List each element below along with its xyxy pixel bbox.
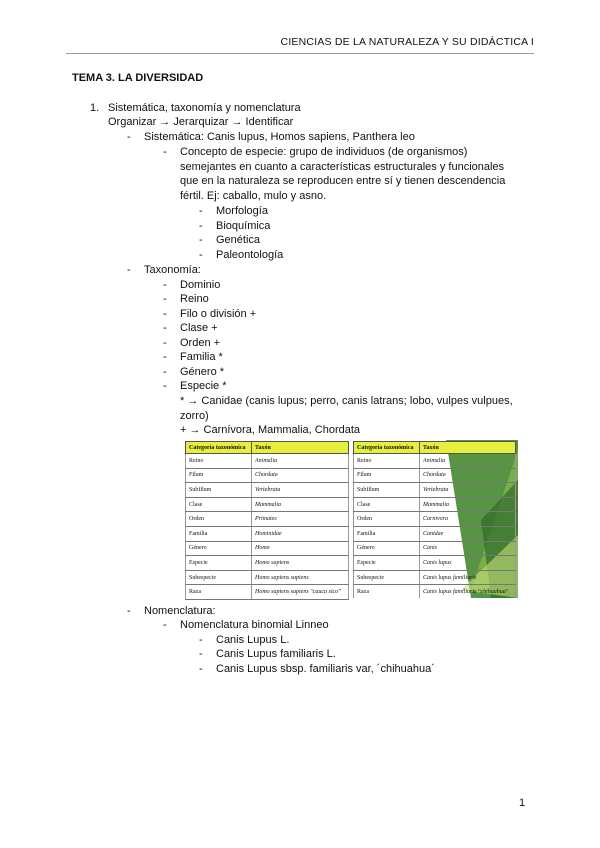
nomenclatura-label: Nomenclatura: [144,605,216,617]
table-row [186,454,349,469]
table-row [354,585,516,598]
table-row [186,497,349,512]
taxon-cell: Animalia [420,454,516,469]
category-cell: Subfilum [354,483,420,498]
category-cell: Especie [186,556,252,571]
nomenclatura-sub: Nomenclatura binomial Linneo [180,619,329,631]
taxon-cell: Homo sapiens [252,556,349,571]
table-row [354,556,516,571]
bullet-dash: - [127,131,131,143]
taxon-cell: Mammalia [420,497,516,512]
rank-item: Especie * [180,380,227,392]
category-cell: Subespecie [186,570,252,585]
taxon-cell: Hominidae [252,526,349,541]
category-cell: Orden [354,512,420,527]
category-cell: Subfilum [186,483,252,498]
category-cell: Reino [354,454,420,469]
taxon-cell: Mammalia [252,497,349,512]
category-cell: Reino [186,454,252,469]
bullet-dash: - [199,205,203,217]
table-row [354,497,516,512]
bullet-dash: - [127,264,131,276]
rank-item: Orden + [180,337,221,349]
category-cell: Subespecie [354,570,420,585]
rank-item: Género * [180,366,225,378]
bullet-dash: - [163,308,167,320]
table-right-wrapper [351,440,518,598]
taxon-cell: Canis lupus familiaris [420,570,516,585]
table-header: Taxón [252,442,349,454]
bullet-dash: - [127,605,131,617]
taxon-cell: Chordata [252,468,349,483]
section-number: 1. [90,102,100,114]
table-row [186,585,349,600]
note-star: * → Canidae (canis lupus; perro, canis latrans; lobo, vulpes vulpues, zorro) [180,395,513,422]
criterio-item: Morfología [216,205,268,217]
bullet-dash: - [199,648,203,660]
category-cell: Clase [186,497,252,512]
rank-item: Filo o división + [180,308,257,320]
taxon-cell: Homo sapiens sapiens "cauca sico" [252,585,349,600]
rank-item: Reino [180,293,209,305]
rank-item: Familia * [180,351,223,363]
nomenclature-example: Canis Lupus sbsp. familiaris var, ´chihuahua´ [216,663,435,675]
table-row [186,570,349,585]
concepto-especie: Concepto de especie: grupo de individuos (de organismos) semejantes en cuanto a características estructurales y funcionales que en la naturaleza se reproducen entre sí y tienen descendencia fértil. Ej: caballo, mulo y asno. [180,146,506,202]
table-row [354,454,516,469]
bullet-dash: - [199,663,203,675]
taxonomy-table-dog [353,441,516,598]
table-header: Taxón [420,442,516,454]
table-row [354,526,516,541]
criterio-item: Paleontología [216,249,284,261]
table-row [186,541,349,556]
category-cell: Orden [186,512,252,527]
table-row [186,526,349,541]
bullet-dash: - [199,634,203,646]
rank-item: Dominio [180,279,221,291]
table-header: Categoría taxonómica [186,442,252,454]
taxon-cell: Vertebrata [420,483,516,498]
taxon-cell: Chordata [420,468,516,483]
section-heading: Sistemática, taxonomía y nomenclatura [108,102,301,114]
table-row [354,468,516,483]
taxonomia-label: Taxonomía: [144,264,201,276]
category-cell: Clase [354,497,420,512]
taxon-cell: Carnivora [420,512,516,527]
page-number: 1 [519,797,526,809]
table-row [354,570,516,585]
taxon-cell: Homo [252,541,349,556]
criterio-item: Bioquímica [216,220,271,232]
bullet-dash: - [199,249,203,261]
rank-item: Clase + [180,322,218,334]
bullet-dash: - [163,322,167,334]
bullet-dash: - [163,293,167,305]
taxon-cell: Canidae [420,526,516,541]
table-row [186,512,349,527]
category-cell: Filum [354,468,420,483]
category-cell: Familia [354,526,420,541]
taxon-cell: Animalia [252,454,349,469]
taxon-cell: Vertebrata [252,483,349,498]
category-cell: Género [186,541,252,556]
taxon-cell: Canis lupus [420,556,516,571]
category-cell: Raza [186,585,252,600]
bullet-dash: - [163,279,167,291]
bullet-dash: - [163,337,167,349]
table-row [354,512,516,527]
bullet-dash: - [163,146,167,158]
table-row [354,541,516,556]
table-row [186,468,349,483]
bullet-dash: - [163,619,167,631]
bullet-dash: - [163,351,167,363]
category-cell: Especie [354,556,420,571]
page-title: TEMA 3. LA DIVERSIDAD [72,72,204,84]
running-header: CIENCIAS DE LA NATURALEZA Y SU DIDÁCTICA I [280,36,534,48]
bullet-dash: - [199,220,203,232]
table-row [186,556,349,571]
taxon-cell: Primates [252,512,349,527]
category-cell: Género [354,541,420,556]
category-cell: Filum [186,468,252,483]
criterio-item: Genética [216,234,261,246]
taxon-cell: Canis [420,541,516,556]
bullet-dash: - [163,380,167,392]
table-header: Categoría taxonómica [354,442,420,454]
bullet-dash: - [163,366,167,378]
taxon-cell: Canis lupus familiaris "chihuahua" [420,585,516,598]
section-flow: Organizar → Jerarquizar → Identificar [108,116,294,128]
table-row [354,483,516,498]
nomenclature-example: Canis Lupus familiaris L. [216,648,336,660]
sistematica-label: Sistemática: Canis lupus, Homos sapiens, Panthera leo [144,131,415,143]
bullet-dash: - [199,234,203,246]
header-divider [66,53,534,54]
note-plus: + → Carnívora, Mammalia, Chordata [180,424,361,436]
taxon-cell: Homo sapiens sapiens [252,570,349,585]
taxonomy-table-human [185,441,349,600]
category-cell: Familia [186,526,252,541]
nomenclature-example: Canis Lupus L. [216,634,290,646]
category-cell: Raza [354,585,420,598]
table-row [186,483,349,498]
